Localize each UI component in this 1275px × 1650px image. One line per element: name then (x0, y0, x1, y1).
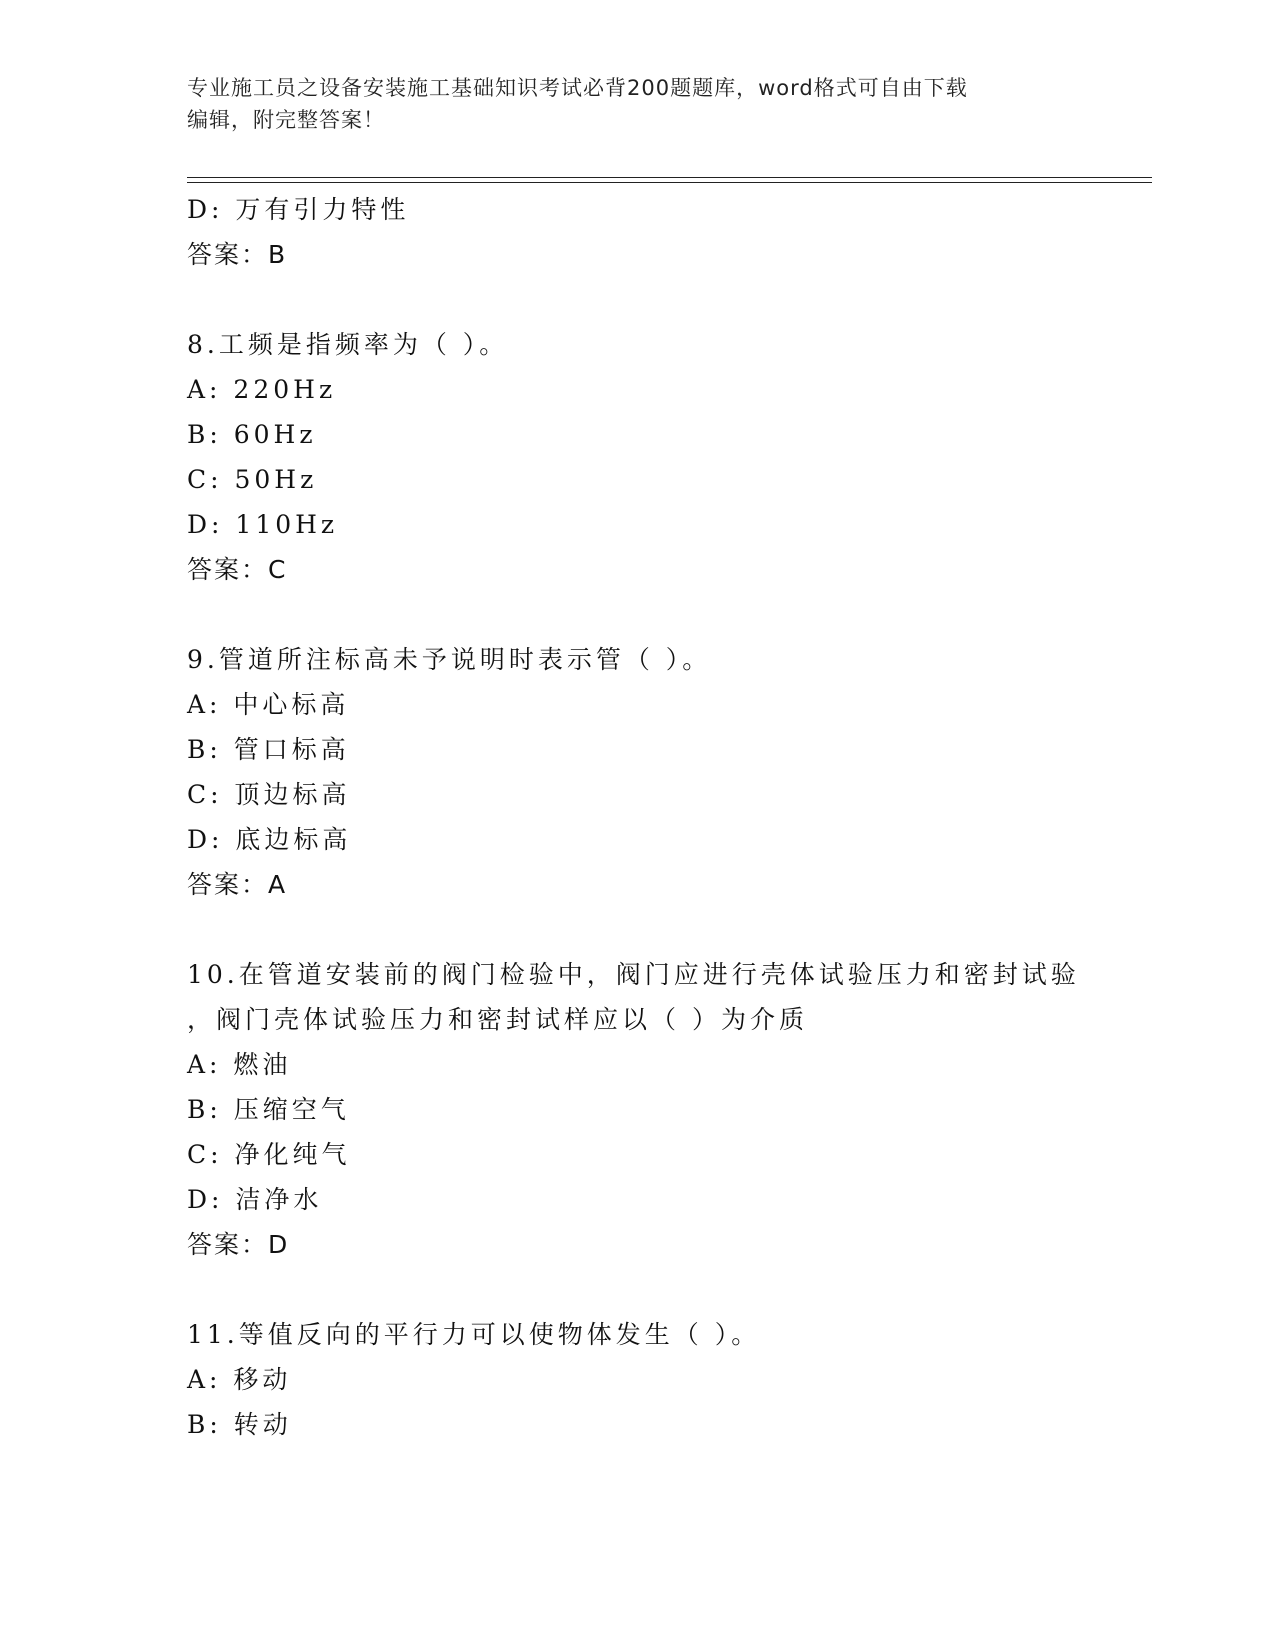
header-rule-top (187, 177, 1152, 178)
question-block-10 (187, 952, 1107, 1267)
question-block-9 (187, 637, 1107, 907)
question-text-line-1: 10.在管道安装前的阀门检验中，阀门应进行壳体试验压力和密封试验 (187, 960, 1080, 989)
question-text: 11.等值反向的平行力可以使物体发生（ ）。 (187, 1320, 761, 1349)
option-c: C: 顶边标高 (187, 780, 351, 809)
option-a: A: 燃油 (187, 1050, 292, 1079)
answer-line: 答案：A (187, 870, 288, 899)
document-body (187, 187, 1107, 1447)
answer-line: 答案：C (187, 555, 288, 584)
answer-line: 答案：D (187, 1230, 290, 1259)
question-text: 8.工频是指频率为（ ）。 (187, 330, 509, 359)
question-block-8 (187, 322, 1107, 592)
option-d: D: 110Hz (187, 510, 339, 539)
document-header (187, 72, 1067, 136)
option-b: B: 压缩空气 (187, 1095, 350, 1124)
header-line-2: 编辑，附完整答案！ (187, 108, 385, 132)
option-b: B: 60Hz (187, 420, 317, 449)
option-d: D: 洁净水 (187, 1185, 323, 1214)
option-d: D: 底边标高 (187, 825, 352, 854)
option-c: C: 50Hz (187, 465, 318, 494)
option-d: D: 万有引力特性 (187, 195, 410, 224)
answer-line: 答案：B (187, 240, 288, 269)
option-a: A: 中心标高 (187, 690, 350, 719)
option-a: A: 移动 (187, 1365, 292, 1394)
header-rule-bottom (187, 182, 1152, 183)
option-b: B: 转动 (187, 1410, 292, 1439)
option-a: A: 220Hz (187, 375, 337, 404)
option-b: B: 管口标高 (187, 735, 350, 764)
question-block-11 (187, 1312, 1107, 1447)
header-line-1: 专业施工员之设备安装施工基础知识考试必背200题题库，word格式可自由下载 (187, 76, 968, 100)
question-text: 9.管道所注标高未予说明时表示管（ ）。 (187, 645, 712, 674)
option-c: C: 净化纯气 (187, 1140, 351, 1169)
question-text-line-2: ，阀门壳体试验压力和密封试样应以（ ）为介质 (187, 1005, 808, 1034)
